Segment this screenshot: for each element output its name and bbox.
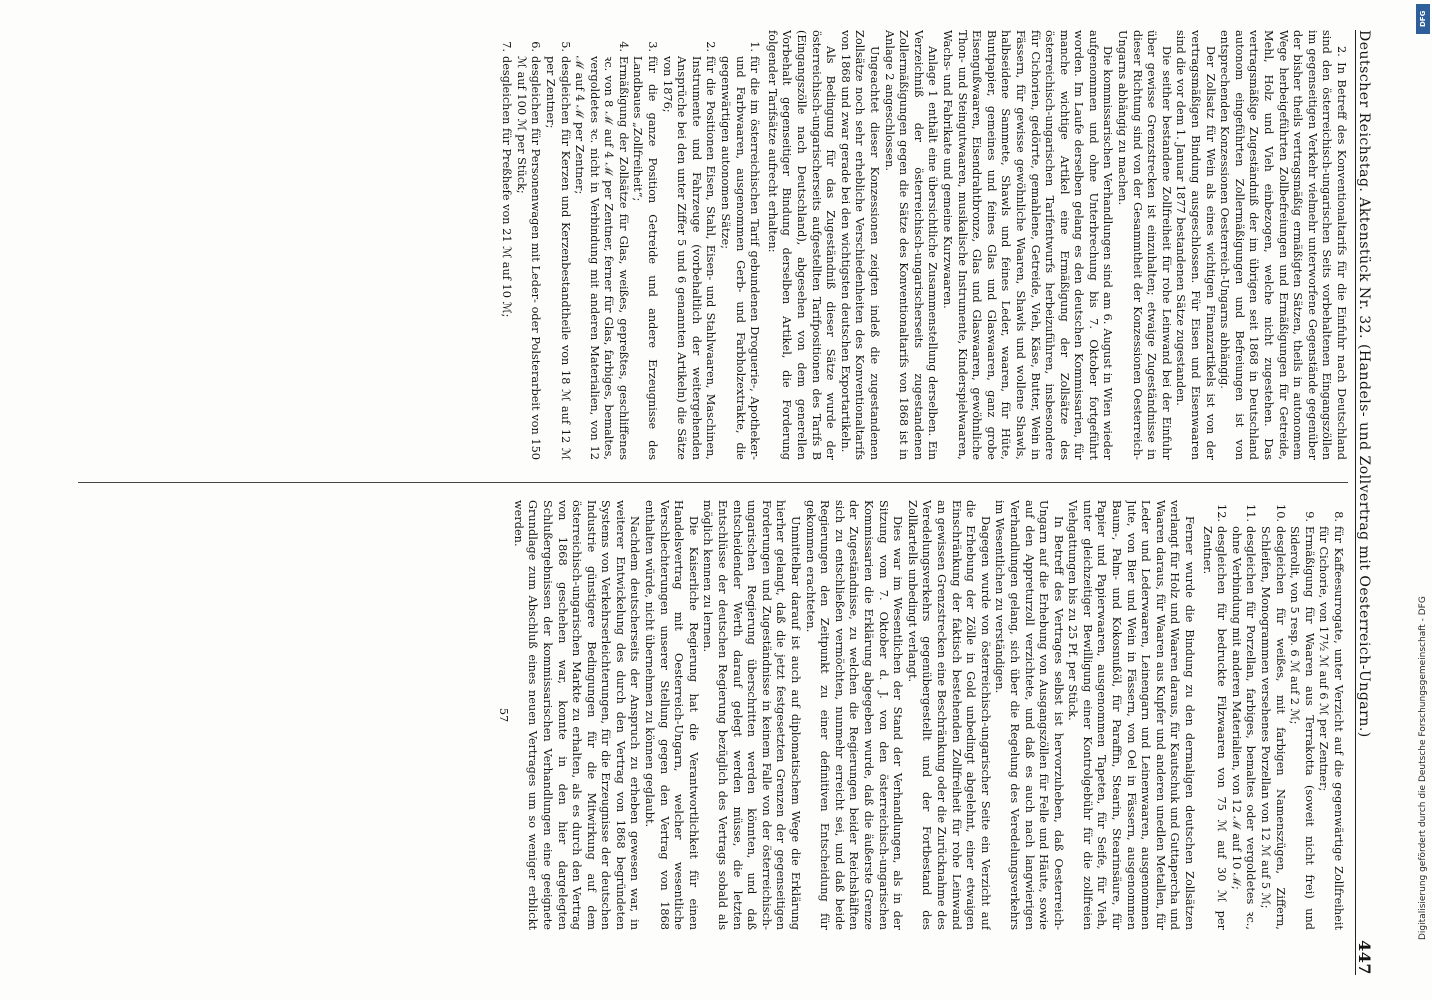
paragraph: 2. In Betreff des Konventionaltarifs für die Einfuhr nach Deutschland sind den österreichisch-ungarischen Seits vorbehaltenen Eingangszöllen im gegenseitigen Verkehr vielmehr unterworfene Gegenstände gegenüber der bisher theils vertragsmäßig ermäßigten Sätzen, theils in autonomem Wege herbeigeführten Zollbefreiungen und Ermäßigungen für Getreide, Mehl, Holz und Vieh einbezogen, welche nicht zugestehen. Das vertragsmäßige Zugeständniß der im übrigen seit 1868 in Deutschland autonom eingeführten Zollermäßigungen und Befreiungen ist von entsprechenden Konzessionen Oesterreich-Ungarns abhängig.	[1218, 30, 1348, 460]
list-item	[659, 30, 717, 460]
list-item	[1257, 500, 1286, 930]
list-item	[542, 30, 571, 460]
list-number: 4.	[616, 41, 630, 52]
list-item	[499, 30, 514, 460]
paragraph: Als Bedingung für das Zugeständniß dieser Sätze wurde der österreichisch-ungarischerseits aufgestellten Tarifpositionen des Tarifs B (Eingangszölle nach Deutschland), abgesehen von dem generellen Vorbehalt gegenseitiger Bindung derselben Artikel, die Forderung folgender Tarifsätze aufrecht erhalten:	[765, 30, 838, 460]
list-number: 2.	[704, 41, 718, 52]
text-columns	[78, 30, 1348, 975]
page-header	[1355, 30, 1380, 975]
rotated-content	[60, 30, 1380, 975]
paragraph: In Betreff des Vertrages selbst ist hervorzuheben, daß Oesterreich-Ungarn auf die Erhebung von Ausgangszöllen für Felle und Häute, sowie auf den Appreturzoll verzichtete, und daß es auch nach langwierigen Verhandlungen gelang, sich über die Regelung des Veredelungsverkehrs im Wesentlichen zu verständigen.	[993, 500, 1065, 930]
paragraph: Ferner wurde die Bindung zu den dermaligen deutschen Zollsätzen verlangt für Holz und Waaren daraus, für Kautschuk und Guttapercha und Waaren daraus, für Waaren aus Kupfer und anderen unedlen Metallen, für Leder und Lederwaaren, Leinengarn und Leinenwaaren, ausgenommen Jute, von Bier und Wein in Fässern, von Oel in Fässern, ausgenommen Baum-, Palm- und Kokosnußöl, für Paraffin, Stearin, Stearinsäure, für Papier und Papierwaaren, ausgenommen Tapeten, für Seife, für Vieh, unter gleichzeitiger Bewilligung einer Kontrolgebühr für die zollfreien Viehgattungen bis zu 25 Pf. per Stück.	[1066, 500, 1197, 930]
list-number: 8.	[1332, 511, 1345, 522]
list-text: desgleichen für Porzellan, farbiges, bemaltes oder vergoldetes ꝛc., ohne Verbindung mit anderen Materialien, von 12 ℳ auf 10 ℳ;	[1229, 526, 1258, 930]
left-column	[78, 30, 1348, 460]
list-item	[513, 30, 542, 460]
list-text: für die Positionen Eisen, Stahl, Eisen- und Stahlwaaren, Maschinen, Instrumente und Fahrzeuge (vorbehaltlich der weitergehenden Ansprüche bei den unter Ziffer 5 und 6 genannten Artikeln) die Sätze von 1876;	[660, 56, 718, 460]
digitization-credit: Digitalisierung gefördert durch die Deutsche Forschungsgemeinschaft - DFG	[1418, 596, 1428, 940]
paragraph: Die Kaiserliche Regierung hat die Verantwortlichkeit für einen Handelsvertrag mit Oesterreich-Ungarn, welcher wesentliche Verschlechterungen unserer Stellung gegen den Vertrag von 1868 enthalten würde, nicht übernehmen zu können geglaubt.	[643, 500, 700, 930]
paragraph: Ungeachtet dieser Konzessionen zeigten indeß die zugestandenen Zollsätze noch sehr erhebliche Verschiedenheiten des Konventionaltarifs von 1868 und zwar gerade bei den wichtigsten deutschen Exportartikeln.	[838, 30, 881, 460]
paragraph: Die seither bestandene Zollfreiheit für rohe Leinwand bei der Einfuhr über gewisse Grenzstrecken ist einzuhalten; etwaige Zugeständnisse in dieser Richtung sind von der Gesammtheit der Konzessionen Oesterreich-Ungarns abhängig zu machen.	[1116, 30, 1173, 460]
list-item	[630, 30, 659, 460]
list-item	[1228, 500, 1257, 930]
page-number: 447	[1354, 940, 1374, 975]
signature-mark: 57	[497, 707, 511, 723]
running-header: Deutscher Reichstag. Aktenstück Nr. 32. (Handels- und Zollvertrag mit Oesterreich-Ungarn.)	[1355, 30, 1372, 738]
list-text: für die im österreichischen Tarif gebundenen Droguerie-, Apotheker- und Farbwaaren, ausgenommen Gerb- und Farbholzextrakte, die gegenwärtigen autonomen Sätze;	[719, 56, 762, 460]
list-text: für Kaffeesurrogate, unter Verzicht auf die gegenwärtige Zollfreiheit für Cichorie, von 17½ ℳ auf 6 ℳ per Zentner;	[1317, 526, 1345, 930]
list-number: 11.	[1244, 504, 1258, 522]
list-item	[1287, 500, 1316, 930]
list-number: 5.	[558, 41, 572, 52]
tariff-list-continued	[1199, 500, 1345, 930]
list-number: 1.	[748, 41, 762, 52]
list-number: 12.	[1215, 504, 1229, 522]
list-item	[1316, 500, 1345, 930]
paragraph: Dagegen wurde von österreichisch-ungarischer Seite ein Verzicht auf die Erhebung der Zölle in Gold unbedingt abgelehnt, einer etwaigen Einschränkung der faktisch bestehenden Zollfreiheit für rohe Leinwand an gewissen Grenzstrecken eine Beschränkung oder die Zurücknahme des Veredelungsverkehrs gegenübergestellt und der Fortbestand des Zollkartells unbedingt verlangt.	[905, 500, 992, 930]
paragraph: Dies war im Wesentlichen der Stand der Verhandlungen, als in der Sitzung vom 7. Oktober d. J. von den österreichisch-ungarischen Kommissarien die Erklärung abgegeben wurde, daß die äußerste Grenze der Zugeständnisse, zu welchen die Regierungen beider Reichshälften sich zu entschließen vermöchten, nunmehr erreicht sei, und daß beide Regierungen den Zeitpunkt zu einer definitiven Entscheidung für gekommen erachteten.	[803, 500, 905, 930]
list-item	[572, 30, 630, 460]
paragraph: Der Zollsatz für Wein als eines wichtigen Finanzartikels ist von der vertragsmäßigen Bindung ausgeschlossen. Für Eisen und Eisenwaaren sind die vor dem 1. Januar 1877 bestandenen Sätze zugestanden.	[1174, 30, 1217, 460]
list-text: desgleichen für weißes, mit farbigen Namenszügen, Ziffern, Schleifen, Monogrammen versehenes Porzellan von 12 ℳ auf 5 ℳ;	[1259, 526, 1287, 930]
list-text: Ermäßigung für Waaren aus Terrakotta (soweit nicht frei) und Siderolit, von 5 resp. 6 ℳ auf 2 ℳ;	[1288, 526, 1316, 930]
paragraph: Anlage 1 enthält eine übersichtliche Zusammenstellung derselben. Ein Verzeichniß der österreichisch-ungarischerseits zugestandenen Zollermäßigungen gegen die Sätze des Konventionaltarifs von 1868 ist in Anlage 2 angeschlossen.	[882, 30, 940, 460]
paragraph: Unmittelbar darauf ist auch auf diplomatischem Wege die Erklärung hierher gelangt, daß die jetzt festgesetzten Grenzen der gegenseitigen Forderungen und Zugeständnisse in keinem Falle von der österreichisch-ungarischen Regierung überschritten werden könnten, und daß entscheidender Werth darauf gelegt werden müsse, die letzten Entschlüsse der deutschen Regierung bezüglich des Vertrags sobald als möglich kennen zu lernen.	[701, 500, 803, 930]
column-divider	[78, 482, 1348, 483]
dfg-logo: DFG	[1416, 4, 1430, 34]
list-text: desgleichen für bedruckte Filzwaaren von 75 ℳ auf 30 ℳ per Zentner.	[1200, 526, 1229, 930]
paragraph: Die kommissarischen Verhandlungen sind am 6. August in Wien wieder aufgenommen und ohne Unterbrechung bis 7. Oktober fortgeführt worden. Im Laufe derselben gelang es den deutschen Kommissarien, für manche wichtige Artikel eine Ermäßigung der Zollsätze des österreichisch-ungarischen Tarifentwurfs herbeizuführen, insbesondere für Cichorien, gedörrte, gemahlene, Getreide, Vieh, Käse, Butter, Wein in Fässern, für gewisse gewöhnliche Waaren, Shawls und wollene Shawls, halbseidene Sammete, Shawls und feines Leder, waaren, für Hüte, Buntpapier, gemeines und feines Glas und Glaswaaren, ganz grobe Eisengußwaaren, Eisendrahtbronze, Glas und Glaswaaren, gewöhnliche Thon- und Steingutwaaren, musikalische Instrumente, Kinderspielwaaren, Wachs- und Fabrikate und gemeine Kurzwaaren.	[940, 30, 1115, 460]
list-item	[1199, 500, 1228, 930]
list-text: für die ganze Position Getreide und andere Erzeugnisse des Landbaues „Zollfreiheit“;	[631, 56, 660, 460]
list-number: 7.	[500, 41, 514, 52]
tariff-list	[499, 30, 762, 460]
list-text: Ermäßigung der Zollsätze für Glas, weißes, gepreßtes, geschliffenes ꝛc. von 8 ℳ auf 4 ℳ per Zentner, ferner für Glas, farbiges, bemaltes, vergoldetes ꝛc. nicht in Verbindung mit anderen Materialien, von 12 ℳ auf 4 ℳ per Zentner;	[573, 56, 630, 460]
right-column	[78, 500, 1348, 930]
list-number: 10.	[1273, 504, 1287, 522]
paragraph: Nachdem deutscherseits der Anspruch zu erheben gewesen war, in weiterer Entwickelung des durch den Vertrag von 1868 begründeten Systems von Verkehrserleichterungen, für die Erzeugnisse der deutschen Industrie günstigere Bedingungen für die Mitwirkung auf dem österreichisch-ungarischen Markte zu erhalten, als es durch den Vertrag von 1868 geschehen war, konnte in den hier dargelegten Schlußergebnissen der kommissarischen Verhandlungen eine geeignete Grundlage zum Abschluß eines neuen Vertrages um so weniger erblickt werden.	[511, 500, 642, 930]
list-text: desgleichen für Preßhefe von 21 ℳ auf 10 ℳ;	[500, 56, 514, 318]
list-text: desgleichen für Personenwagen mit Leder- oder Polsterarbeit von 150 ℳ auf 100 ℳ per Stück;	[514, 56, 543, 460]
list-item	[717, 30, 761, 460]
list-number: 3.	[646, 41, 660, 52]
list-number: 6.	[529, 41, 543, 52]
list-number: 9.	[1302, 511, 1316, 522]
list-text: desgleichen für Kerzen und Kerzenbestandtheile von 18 ℳ auf 12 ℳ per Zentner;	[543, 56, 572, 460]
